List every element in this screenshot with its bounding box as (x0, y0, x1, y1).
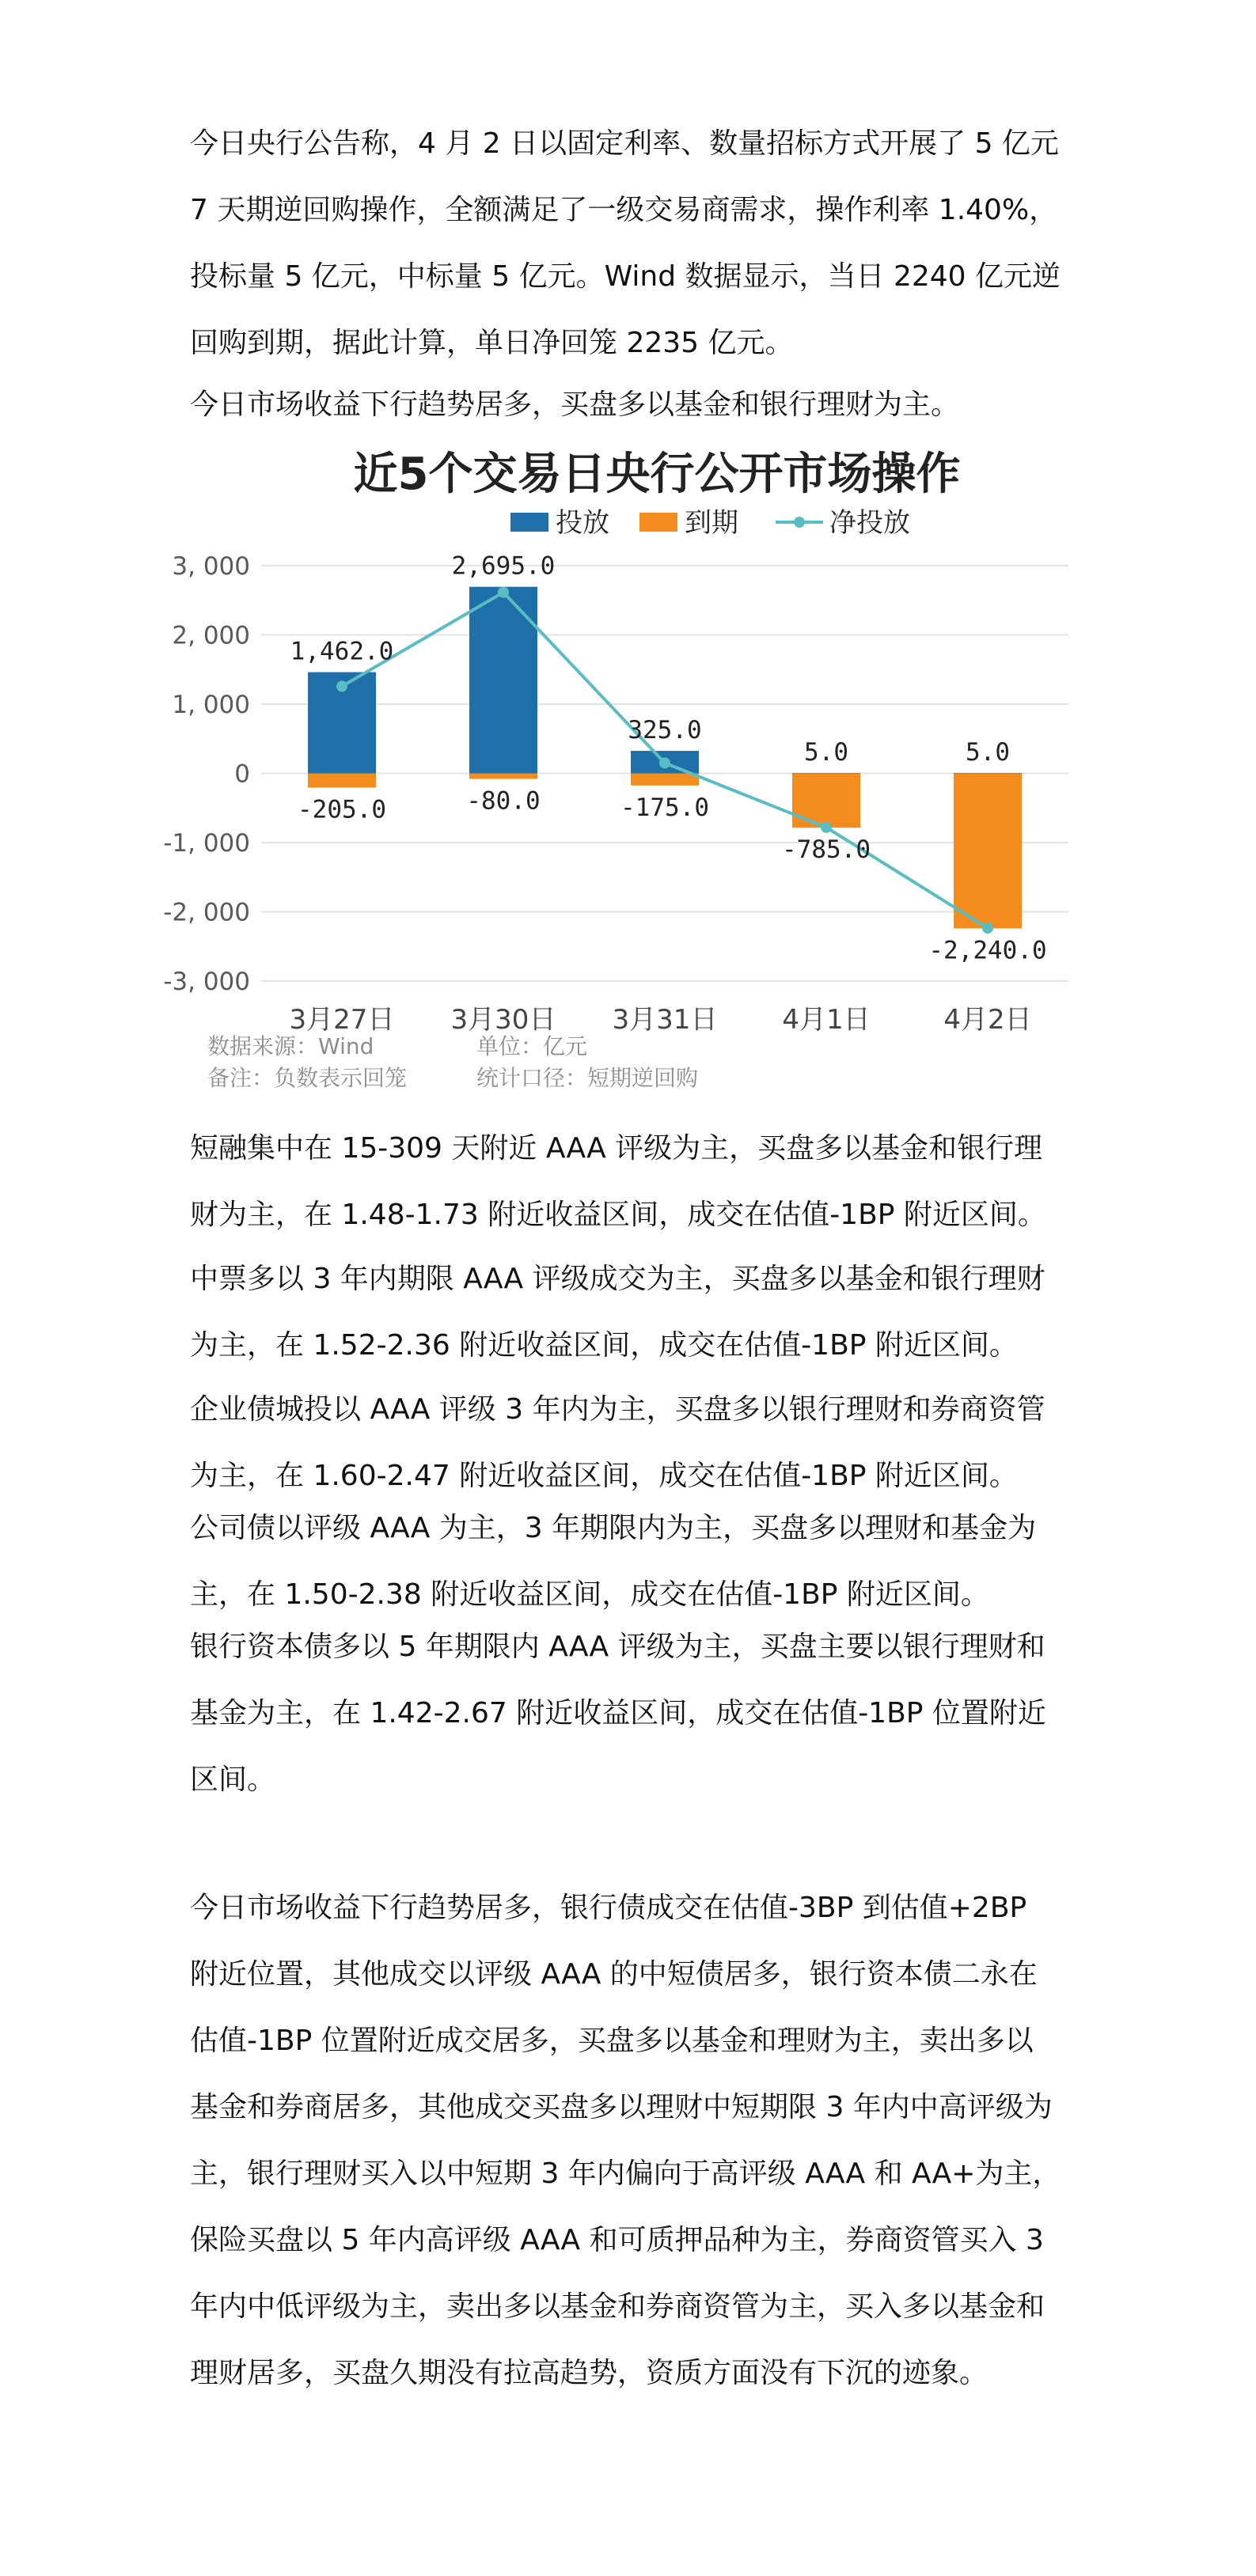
legend-label-maturity: 到期 (685, 507, 738, 539)
intro-line: 回购到期，据此计算，单日净回笼 2235 亿元。 (190, 327, 794, 359)
bond-line: 企业债城投以 AAA 评级 3 年内为主，买盘多以银行理财和券商资管 (190, 1393, 1045, 1426)
bond-paragraph-bank-capital (190, 1614, 1068, 1813)
summary-line: 理财居多，买盘久期没有拉高趋势，资质方面没有下沉的迹象。 (190, 2357, 988, 2389)
x-category-label: 4月1日 (782, 1004, 871, 1036)
bond-line: 中票多以 3 年内期限 AAA 评级成交为主，买盘多以基金和银行理财 (190, 1263, 1045, 1295)
y-axis-ticks (163, 552, 250, 996)
data-label-injection: 325.0 (628, 716, 702, 745)
bar-maturity (308, 774, 376, 788)
summary-line: 主，银行理财买入以中短期 3 年内偏向于高评级 AAA 和 AA+为主， (190, 2157, 1061, 2190)
net-injection-point (498, 587, 509, 598)
chart-notes (207, 1033, 698, 1091)
bar-maturity (954, 774, 1022, 929)
x-category-label: 3月30日 (450, 1004, 556, 1036)
x-category-label: 3月27日 (289, 1004, 395, 1036)
note-scope: 统计口径：短期逆回购 (476, 1065, 699, 1091)
bond-paragraph-cp (190, 1116, 1068, 1248)
y-tick-label: -3, 000 (163, 968, 250, 996)
data-label-maturity: -785.0 (782, 835, 871, 865)
bond-line: 银行资本债多以 5 年期限内 AAA 评级为主，买盘主要以银行理财和 (190, 1631, 1045, 1663)
y-tick-label: 2, 000 (172, 621, 250, 650)
summary-line: 估值-1BP 位置附近成交居多，买盘多以基金和理财为主，卖出多以 (190, 2025, 1034, 2057)
summary-line: 保险买盘以 5 年内高评级 AAA 和可质押品种为主，券商资管买入 3 (190, 2224, 1044, 2256)
legend-swatch-injection (510, 513, 548, 532)
summary-line: 附近位置，其他成交以评级 AAA 的中短债居多，银行资本债二永在 (190, 1958, 1038, 1991)
data-label-maturity: -2,240.0 (928, 936, 1047, 965)
data-label-injection: 1,462.0 (290, 637, 394, 666)
x-category-label: 4月2日 (943, 1004, 1032, 1036)
bond-line: 区间。 (190, 1763, 276, 1796)
data-label-maturity: -205.0 (298, 795, 386, 824)
chart-legend (510, 507, 910, 539)
data-label-injection: 5.0 (966, 738, 1010, 767)
bar-maturity (469, 774, 537, 779)
bond-paragraph-corporate (190, 1495, 1068, 1628)
bond-line: 公司债以评级 AAA 为主，3 年期限内为主，买盘多以理财和基金为 (190, 1512, 1037, 1544)
bond-line: 基金为主，在 1.42-2.67 附近收益区间，成交在估值-1BP 位置附近 (190, 1697, 1046, 1729)
summary-line: 今日市场收益下行趋势居多，银行债成交在估值-3BP 到估值+2BP (190, 1892, 1027, 1924)
summary-paragraph (190, 1875, 1068, 2407)
bond-line: 主，在 1.50-2.38 附近收益区间，成交在估值-1BP 附近区间。 (190, 1578, 989, 1611)
intro-line: 今日央行公告称，4 月 2 日以固定利率、数量招标方式开展了 5 亿元 (190, 127, 1059, 160)
intro-paragraph (190, 111, 1068, 377)
net-injection-point (982, 922, 993, 934)
open-market-operations-chart (163, 427, 1068, 1139)
legend-swatch-maturity (639, 513, 677, 532)
bond-line: 为主，在 1.52-2.36 附近收益区间，成交在估值-1BP 附近区间。 (190, 1329, 1018, 1362)
x-category-label: 3月31日 (612, 1004, 718, 1036)
net-injection-point (659, 757, 670, 768)
y-tick-label: -1, 000 (163, 829, 250, 858)
x-axis-categories (290, 1004, 1032, 1036)
data-label-maturity: -80.0 (466, 786, 541, 816)
intro-line: 7 天期逆回购操作，全额满足了一级交易商需求，操作利率 1.40%， (190, 194, 1058, 226)
net-injection-point (821, 822, 832, 833)
y-tick-label: 1, 000 (172, 691, 250, 719)
y-tick-label: -2, 000 (163, 898, 250, 927)
bar-injection (469, 587, 537, 774)
data-label-maturity: -175.0 (620, 793, 709, 822)
legend-label-injection: 投放 (556, 507, 609, 539)
chart-title: 近5个交易日央行公开市场操作 (353, 449, 961, 500)
note-unit: 单位：亿元 (476, 1033, 588, 1059)
data-label-injection: 2,695.0 (451, 551, 556, 581)
market-intro-line: 今日市场收益下行趋势居多，买盘多以基金和银行理财为主。 (190, 388, 960, 421)
bond-paragraph-mtn (190, 1246, 1068, 1379)
legend-marker-net (794, 517, 805, 528)
net-injection-series (336, 587, 993, 934)
bond-line: 为主，在 1.60-2.47 附近收益区间，成交在估值-1BP 附近区间。 (190, 1460, 1018, 1492)
bond-paragraph-enterprise (190, 1377, 1068, 1510)
note-source: 数据来源：Wind (207, 1033, 374, 1059)
y-tick-label: 3, 000 (172, 552, 250, 581)
intro-line: 投标量 5 亿元，中标量 5 亿元。Wind 数据显示，当日 2240 亿元逆 (190, 260, 1061, 293)
y-tick-label: 0 (234, 760, 250, 789)
note-remark: 备注：负数表示回笼 (207, 1065, 408, 1091)
bond-line: 短融集中在 15-309 天附近 AAA 评级为主，买盘多以基金和银行理 (190, 1132, 1043, 1165)
bond-line: 财为主，在 1.48-1.73 附近收益区间，成交在估值-1BP 附近区间。 (190, 1199, 1046, 1231)
summary-line: 基金和券商居多，其他成交买盘多以理财中短期限 3 年内中高评级为 (190, 2091, 1053, 2123)
legend-label-net: 净投放 (829, 507, 910, 539)
data-label-injection: 5.0 (804, 738, 848, 767)
bar-maturity (631, 774, 699, 786)
net-injection-point (336, 681, 347, 692)
summary-line: 年内中低评级为主，卖出多以基金和券商资管为主，买入多以基金和 (190, 2290, 1045, 2323)
